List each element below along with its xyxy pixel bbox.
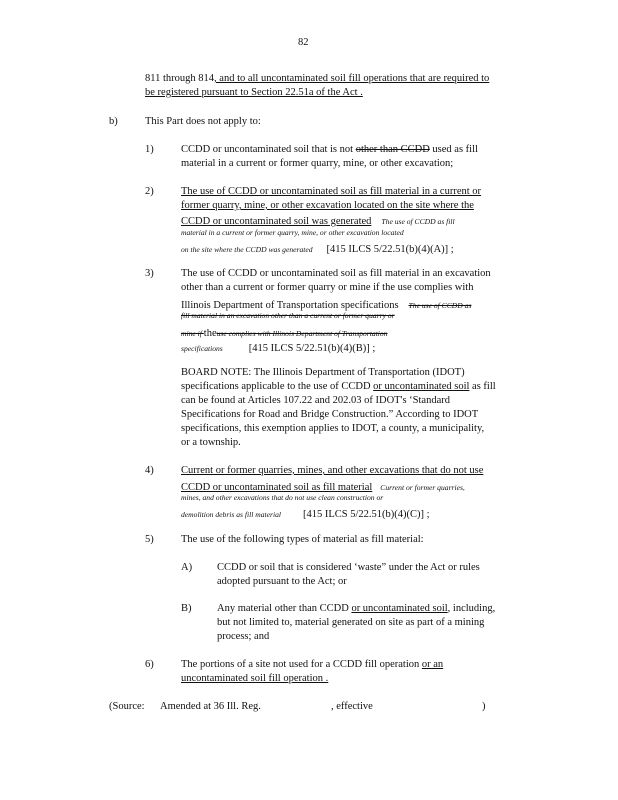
- item-4-number: 4): [145, 465, 154, 476]
- item-3-line-6: specifications [415 ILCS 5/22.51(b)(4)(B)] ;: [181, 343, 376, 354]
- subsection-b-label: b): [109, 116, 118, 127]
- source-close-paren: ): [482, 701, 486, 712]
- item-3-number: 3): [145, 268, 154, 279]
- board-note-line-1: BOARD NOTE: The Illinois Department of Transportation (IDOT): [181, 367, 465, 378]
- item-5-number: 5): [145, 534, 154, 545]
- item-3-line-1: The use of CCDD or uncontaminated soil as fill material in an excavation: [181, 268, 491, 279]
- item-3-line-2: other than a current or former quarry or mine if the use complies with: [181, 282, 474, 293]
- board-note-line-2: specifications applicable to the use of CCDD or uncontaminated soil as fill: [181, 381, 496, 392]
- item-5a-label: A): [181, 562, 193, 573]
- item-3-line-5: mine if theuse complies with Illinois Department of Transportation: [181, 328, 388, 339]
- item-4-line-3: mines, and other excavations that do not use clean construction or: [181, 493, 384, 502]
- subsection-b-heading: This Part does not apply to:: [145, 116, 261, 127]
- intro-line-1: 811 through 814, and to all uncontaminated soil fill operations that are required to: [145, 73, 490, 84]
- item-5b-line-3: process; and: [217, 631, 270, 642]
- item-1-line-2: material in a current or former quarry, mine, or other excavation;: [181, 158, 454, 169]
- item-2-line-4: material in a current or former quarry, mine, or other excavation located: [181, 228, 404, 237]
- page-number: 82: [298, 37, 309, 48]
- source-amended: Amended at 36 Ill. Reg.: [160, 701, 261, 712]
- item-4-line-1: Current or former quarries, mines, and other excavations that do not use: [181, 465, 484, 476]
- item-5b-line-2: but not limited to, material generated on site as part of a mining: [217, 617, 485, 628]
- board-note-line-3: can be found at Articles 107.22 and 202.03 of IDOT's ‘Standard: [181, 395, 450, 406]
- board-note-line-6: or a township.: [181, 437, 241, 448]
- item-4-line-2: CCDD or uncontaminated soil as fill material Current or former quarries,: [181, 482, 465, 493]
- intro-line-2: be registered pursuant to Section 22.51a of the Act .: [145, 87, 363, 98]
- item-2-line-3: CCDD or uncontaminated soil was generated The use of CCDD as fill: [181, 216, 455, 227]
- source-label: (Source:: [109, 701, 145, 712]
- item-2-line-5: on the site where the CCDD was generated [415 ILCS 5/22.51(b)(4)(A)] ;: [181, 244, 454, 255]
- item-5b-label: B): [181, 603, 192, 614]
- board-note-line-4: Specifications for Road and Bridge Construction.” According to IDOT: [181, 409, 479, 420]
- item-2-line-2: former quarry, mine, or other excavation located on the site where the: [181, 200, 474, 211]
- item-3-line-3: Illinois Department of Transportation specifications The use of CCDD as: [181, 300, 472, 311]
- item-5a-line-1: CCDD or soil that is considered ‘waste” under the Act or rules: [217, 562, 480, 573]
- item-3-line-4: fill material in an excavation other than a current or former quarry or: [181, 311, 395, 320]
- item-5b-line-1: Any material other than CCDD or uncontaminated soil, including,: [217, 603, 496, 614]
- item-5-line-1: The use of the following types of material as fill material:: [181, 534, 424, 545]
- item-6-line-2: uncontaminated soil fill operation .: [181, 673, 329, 684]
- item-2-number: 2): [145, 186, 154, 197]
- item-6-number: 6): [145, 659, 154, 670]
- board-note-line-5: specifications, this exemption applies to IDOT, a county, a municipality,: [181, 423, 485, 434]
- item-1-number: 1): [145, 144, 154, 155]
- item-2-line-1: The use of CCDD or uncontaminated soil as fill material in a current or: [181, 186, 482, 197]
- item-1-line-1: CCDD or uncontaminated soil that is not other than CCDD used as fill: [181, 144, 478, 155]
- item-6-line-1: The portions of a site not used for a CCDD fill operation or an: [181, 659, 444, 670]
- item-4-line-4: demolition debris as fill material [415 ILCS 5/22.51(b)(4)(C)] ;: [181, 509, 430, 520]
- item-5a-line-2: adopted pursuant to the Act; or: [217, 576, 347, 587]
- source-effective: , effective: [331, 701, 373, 712]
